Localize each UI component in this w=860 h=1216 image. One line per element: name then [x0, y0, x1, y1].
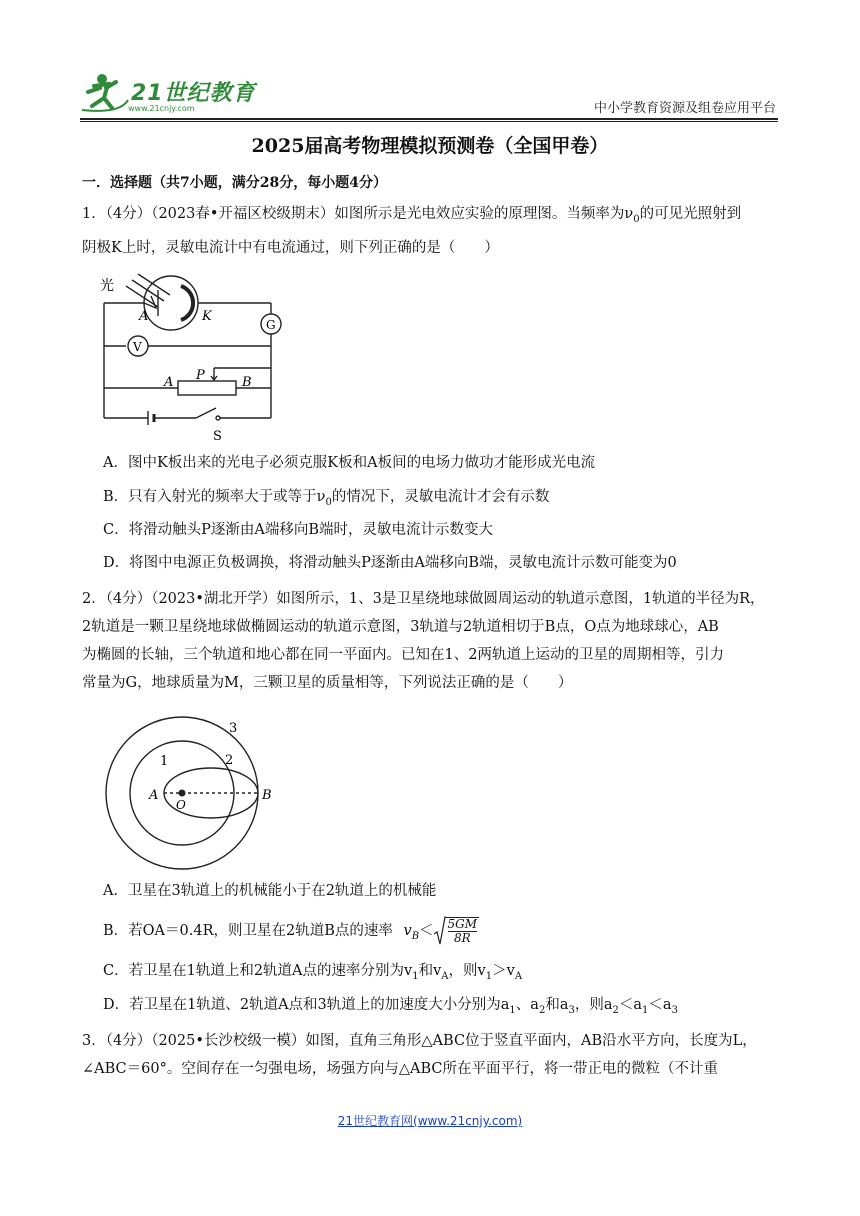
label-orbit-2: 2: [225, 753, 234, 768]
header-divider-thin: [80, 121, 778, 122]
label-point-b: B: [262, 788, 272, 803]
earth-center-dot: [179, 790, 186, 797]
q1-option-a[interactable]: A．图中K板出来的光电子必须克服K板和A板间的电场力做功才能形成光电流: [103, 455, 596, 471]
label-orbit-3: 3: [229, 721, 238, 736]
q2-option-b[interactable]: B．若OA＝0.4R，则卫星在2轨道B点的速率 $v_B<$ $\frac{5GM}{8R}$: [103, 917, 478, 945]
label-cathode: K: [202, 309, 212, 324]
question-1-text: 1．（4分）（2023春•开福区校级期末）如图所示是光电效应实验的原理图。当频率为$\nu_0$的可见光照射到 阴极K上时，灵敏电流计中有电流通过，则下列正确的是（ ）: [82, 206, 742, 256]
galvanometer-label: G: [266, 318, 276, 332]
voltmeter-label: V: [133, 340, 142, 354]
label-switch: S: [213, 429, 222, 444]
label-rheostat-b: B: [242, 375, 252, 390]
label-point-o: O: [176, 798, 186, 812]
velocity-symbol: $v_B$: [403, 923, 420, 942]
logo-text: 21世纪教育: [131, 81, 256, 106]
photoelectric-circuit-diagram: [96, 268, 286, 446]
label-orbit-1: 1: [160, 754, 169, 769]
q1-option-c[interactable]: C．将滑动触头P逐渐由A端移向B端时，灵敏电流计示数变大: [103, 522, 493, 538]
label-point-a: A: [149, 788, 159, 803]
label-slider-p: P: [196, 368, 205, 383]
q1-option-d[interactable]: D．将图中电源正负极调换，将滑动触头P逐渐由A端移向B端，灵敏电流计示数可能变为0: [103, 555, 677, 571]
label-light: 光: [100, 278, 114, 294]
label-rheostat-a: A: [164, 375, 174, 390]
footer-link[interactable]: 21世纪教育网(www.21cnjy.com): [337, 1114, 523, 1128]
question-3-text: 3．（4分）（2025•长沙校级一模）如图，直角三角形△ABC位于竖直平面内，AB沿水平方向，长度为L， ∠ABC＝60°。空间存在一匀强电场，场强方向与△ABC所在平面平行，将一带正电的微粒（不计重: [82, 1033, 757, 1077]
q2-option-d[interactable]: D．若卫星在1轨道、2轨道A点和3轨道上的加速度大小分别为$a_1$、$a_2$和$a_3$，则$a_2<a_1<a_3$: [103, 997, 678, 1016]
label-anode: A: [139, 309, 149, 324]
header-divider: [80, 118, 778, 120]
satellite-orbits-diagram: [96, 712, 286, 874]
page-title: 2025届高考物理模拟预测卷（全国甲卷）: [251, 135, 609, 157]
question-2-text: 2．（4分）（2023•湖北开学）如图所示，1、3是卫星绕地球做圆周运动的轨道示意图，1轨道的半径为R， 2轨道是一颗卫星绕地球做椭圆运动的轨道示意图，3轨道与2轨道相切于B点，O点为地球球心，AB 为椭圆的长轴，三个轨道和地心都在同一平面内。已知在1、2两轨道上运动的卫星的周期相等，引力 常量为G，地球质量为M，三颗卫星的质量相等，下列说法正确的是（ ）: [82, 591, 765, 691]
q1-option-b[interactable]: B．只有入射光的频率大于或等于$\nu_0$的情况下，灵敏电流计才会有示数: [103, 489, 550, 508]
runner-icon: [82, 74, 128, 111]
sqrt-expression: $\frac{5GM}{8R}$: [434, 916, 480, 946]
sqrt-icon: [434, 916, 446, 946]
q2-option-a[interactable]: A．卫星在3轨道上的机械能小于在2轨道上的机械能: [103, 883, 437, 899]
logo-url: www.21cnjy.com: [128, 104, 195, 113]
q2-option-c[interactable]: C．若卫星在1轨道上和2轨道A点的速率分别为$v_1$和$v_A$，则$v_1>v_A$: [103, 963, 523, 982]
platform-label: 中小学教育资源及组卷应用平台: [593, 101, 776, 116]
section-heading: 一．选择题（共7小题，满分28分，每小题4分）: [82, 175, 387, 191]
